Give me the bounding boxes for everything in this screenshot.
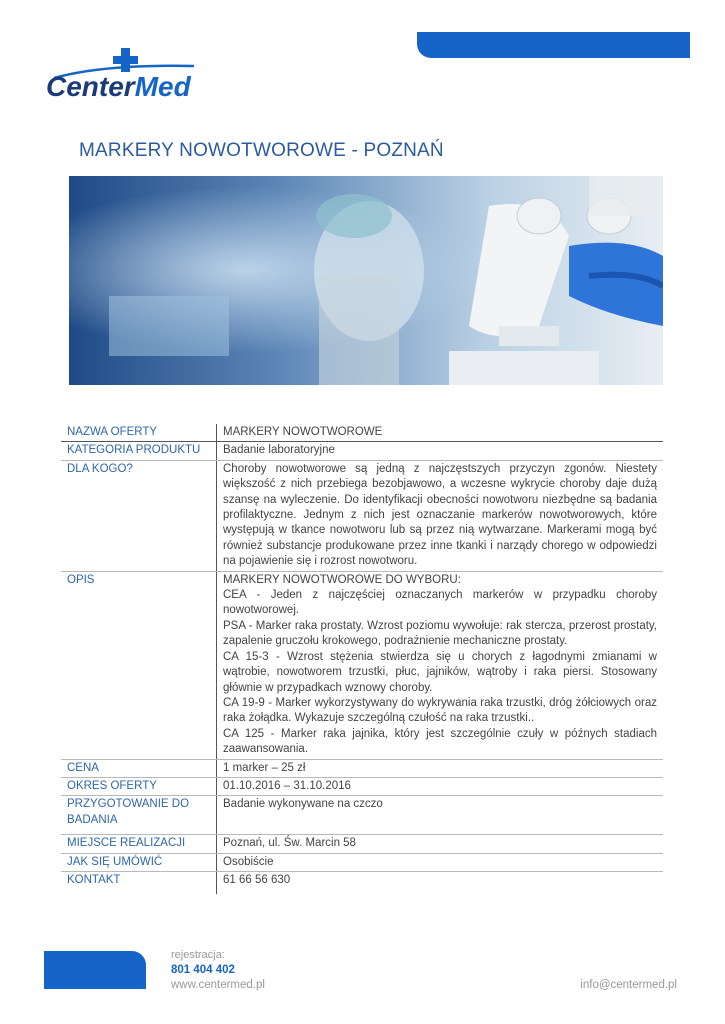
row-label: KONTAKT [67, 873, 121, 886]
table-row [61, 442, 663, 460]
table-row [61, 424, 663, 442]
header-accent-bar [417, 32, 690, 58]
laboratory-microscope-photo-icon [69, 176, 663, 385]
description-line: PSA - Marker raka prostaty. Wzrost poziomu wywołuje: rak stercza, przerost prostaty, zapalenie gruczołu krokowego, podrażnienie mechaniczne prostaty. [223, 619, 657, 648]
row-value: Choroby nowotworowe są jedną z najczęstszych przyczyn zgonów. Niestety większość z nich przebiega bezobjawowo, a wczesne wykrycie choroby daje dużą szansę na wyleczenie. Do identyfikacji obecności nowotworu niezbędne są badania profilaktyczne. Jednym z nich jest oznaczanie markerów nowotworowych, które występują w tkance nowotworu lub są przez nią wytwarzane. Markerami mogą być również substancje produkowane przez inne tkanki i narządy chorego w odpowiedzi na pojawienie się i rozrost nowotworu. [217, 460, 664, 571]
table-row [61, 571, 663, 759]
description-line: CA 15-3 - Wzrost stężenia stwierdza się u chorych z łagodnymi zmianami w wątrobie, nowotworem trzustki, płuc, jajników, wątroby i raka piersi. Stosowany głównie w przypadkach wznowy choroby. [223, 650, 657, 694]
row-value [217, 571, 664, 759]
offer-details-table [61, 424, 663, 894]
centermed-logo [44, 44, 204, 104]
svg-text:CenterMed: CenterMed [46, 71, 191, 102]
row-label: DLA KOGO? [61, 460, 217, 571]
table-row [61, 777, 663, 795]
row-value: 61 66 56 630 [217, 871, 664, 894]
registration-label: rejestracja: [171, 949, 225, 961]
footer-accent-bar [44, 951, 146, 989]
row-label: MIEJSCE REALIZACJI [61, 835, 217, 853]
registration-phone: 801 404 402 [171, 964, 235, 976]
row-label: KATEGORIA PRODUKTU [61, 442, 217, 460]
row-value: Badanie laboratoryjne [217, 442, 664, 460]
description-line: CEA - Jeden z najczęściej oznaczanych markerów w przypadku choroby nowotworowej. [223, 589, 657, 617]
row-label: PRZYGOTOWANIE DO BADANIA [61, 796, 217, 835]
row-label: JAK SIĘ UMÓWIĆ [61, 853, 217, 871]
table-row [61, 871, 663, 894]
row-value: MARKERY NOWOTWOROWE [217, 424, 664, 442]
table-row [61, 835, 663, 853]
table-row [61, 759, 663, 777]
row-value: Poznań, ul. Św. Marcin 58 [217, 835, 664, 853]
table-row [61, 853, 663, 871]
email-link[interactable]: info@centermed.pl [580, 979, 677, 991]
page-title: MARKERY NOWOTWOROWE - POZNAŃ [79, 140, 444, 161]
row-label: CENA [61, 759, 217, 777]
description-line: CA 19-9 - Marker wykorzystywany do wykrywania raka trzustki, dróg żółciowych oraz raka żołądka. Wykazuje szczególną czułość na raka trzustki.. [223, 696, 657, 725]
row-value: Badanie wykonywane na czczo [217, 796, 664, 835]
description-line: MARKERY NOWOTWOROWE DO WYBORU: [223, 573, 461, 586]
row-label: OKRES OFERTY [61, 777, 217, 795]
website-link[interactable]: www.centermed.pl [171, 979, 265, 991]
row-label: OPIS [61, 571, 217, 759]
row-value: Osobiście [217, 853, 664, 871]
table-row [61, 460, 663, 571]
row-value: 1 marker – 25 zł [217, 759, 664, 777]
hero-image [69, 176, 663, 385]
row-label: NAZWA OFERTY [61, 424, 217, 442]
table-row [61, 796, 663, 835]
description-line: CA 125 - Marker raka jajnika, który jest szczególnie czuły w późnych stadiach zaawansowania. [223, 727, 657, 756]
row-value: 01.10.2016 – 31.10.2016 [217, 777, 664, 795]
